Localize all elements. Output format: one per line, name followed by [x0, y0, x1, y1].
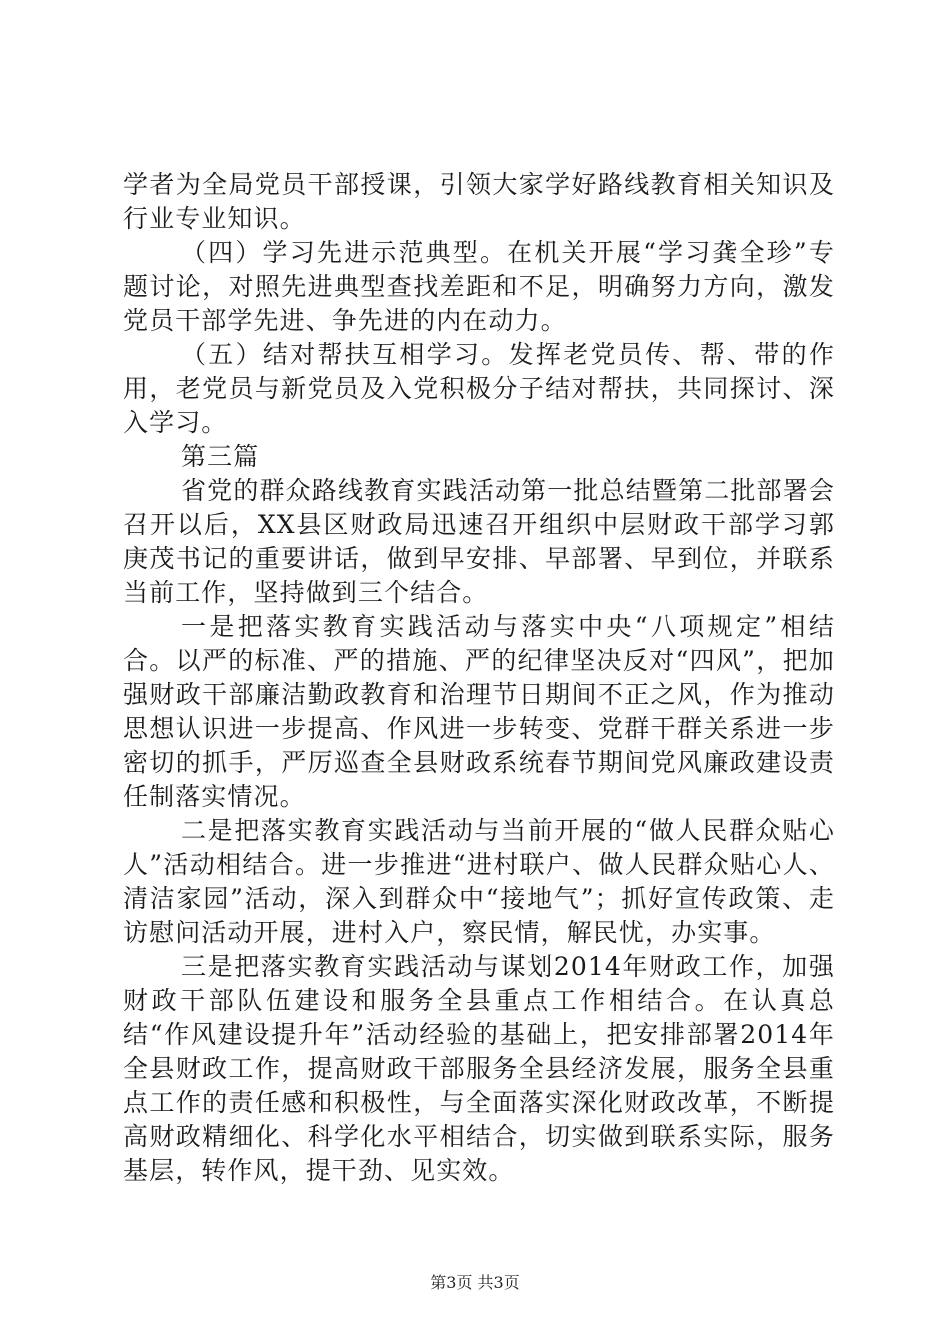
paragraph-5: 省党的群众路线教育实践活动第一批总结暨第二批部署会召开以后，XX县区财政局迅速召开组织中层财政干部学习郭庚茂书记的重要讲话，做到早安排、早部署、早到位，并联系当前工作，坚持做到三个结合。	[123, 476, 835, 607]
section-heading: 第三篇	[181, 442, 260, 471]
paragraph-3: （五）结对帮扶互相学习。发挥老党员传、帮、带的作用，老党员与新党员及入党积极分子结对帮扶，共同探讨、深入学习。	[123, 340, 835, 437]
paragraph-8: 三是把落实教育实践活动与谋划2014年财政工作，加强财政干部队伍建设和服务全县重点工作相结合。在认真总结“作风建设提升年”活动经验的基础上，把安排部署2014年全县财政工作，提高财政干部服务全县经济发展，服务全县重点工作的责任感和积极性，与全面落实深化财政改革，不断提高财政精细化、科学化水平相结合，切实做到联系实际，服务基层，转作风，提干劲、见实效。	[123, 952, 835, 1185]
document-body	[123, 168, 835, 1188]
paragraph-7: 二是把落实教育实践活动与当前开展的“做人民群众贴心人”活动相结合。进一步推进“进村联户、做人民群众贴心人、清洁家园”活动，深入到群众中“接地气”；抓好宣传政策、走访慰问活动开展，进村入户，察民情，解民忧，办实事。	[123, 816, 835, 947]
paragraph-6: 一是把落实教育实践活动与落实中央“八项规定”相结合。以严的标准、严的措施、严的纪律坚决反对“四风”，把加强财政干部廉洁勤政教育和治理节日期间不正之风，作为推动思想认识进一步提高、作风进一步转变、党群干群关系进一步密切的抓手，严厉巡查全县财政系统春节期间党风廉政建设责任制落实情况。	[123, 612, 835, 811]
paragraph-1: 学者为全局党员干部授课，引领大家学好路线教育相关知识及行业专业知识。	[123, 170, 835, 233]
page-footer	[0, 1273, 950, 1293]
page-number: 第3页 共3页	[430, 1273, 520, 1292]
paragraph-2: （四）学习先进示范典型。在机关开展“学习龚全珍”专题讨论，对照先进典型查找差距和不足，明确努力方向，激发党员干部学先进、争先进的内在动力。	[123, 238, 835, 335]
